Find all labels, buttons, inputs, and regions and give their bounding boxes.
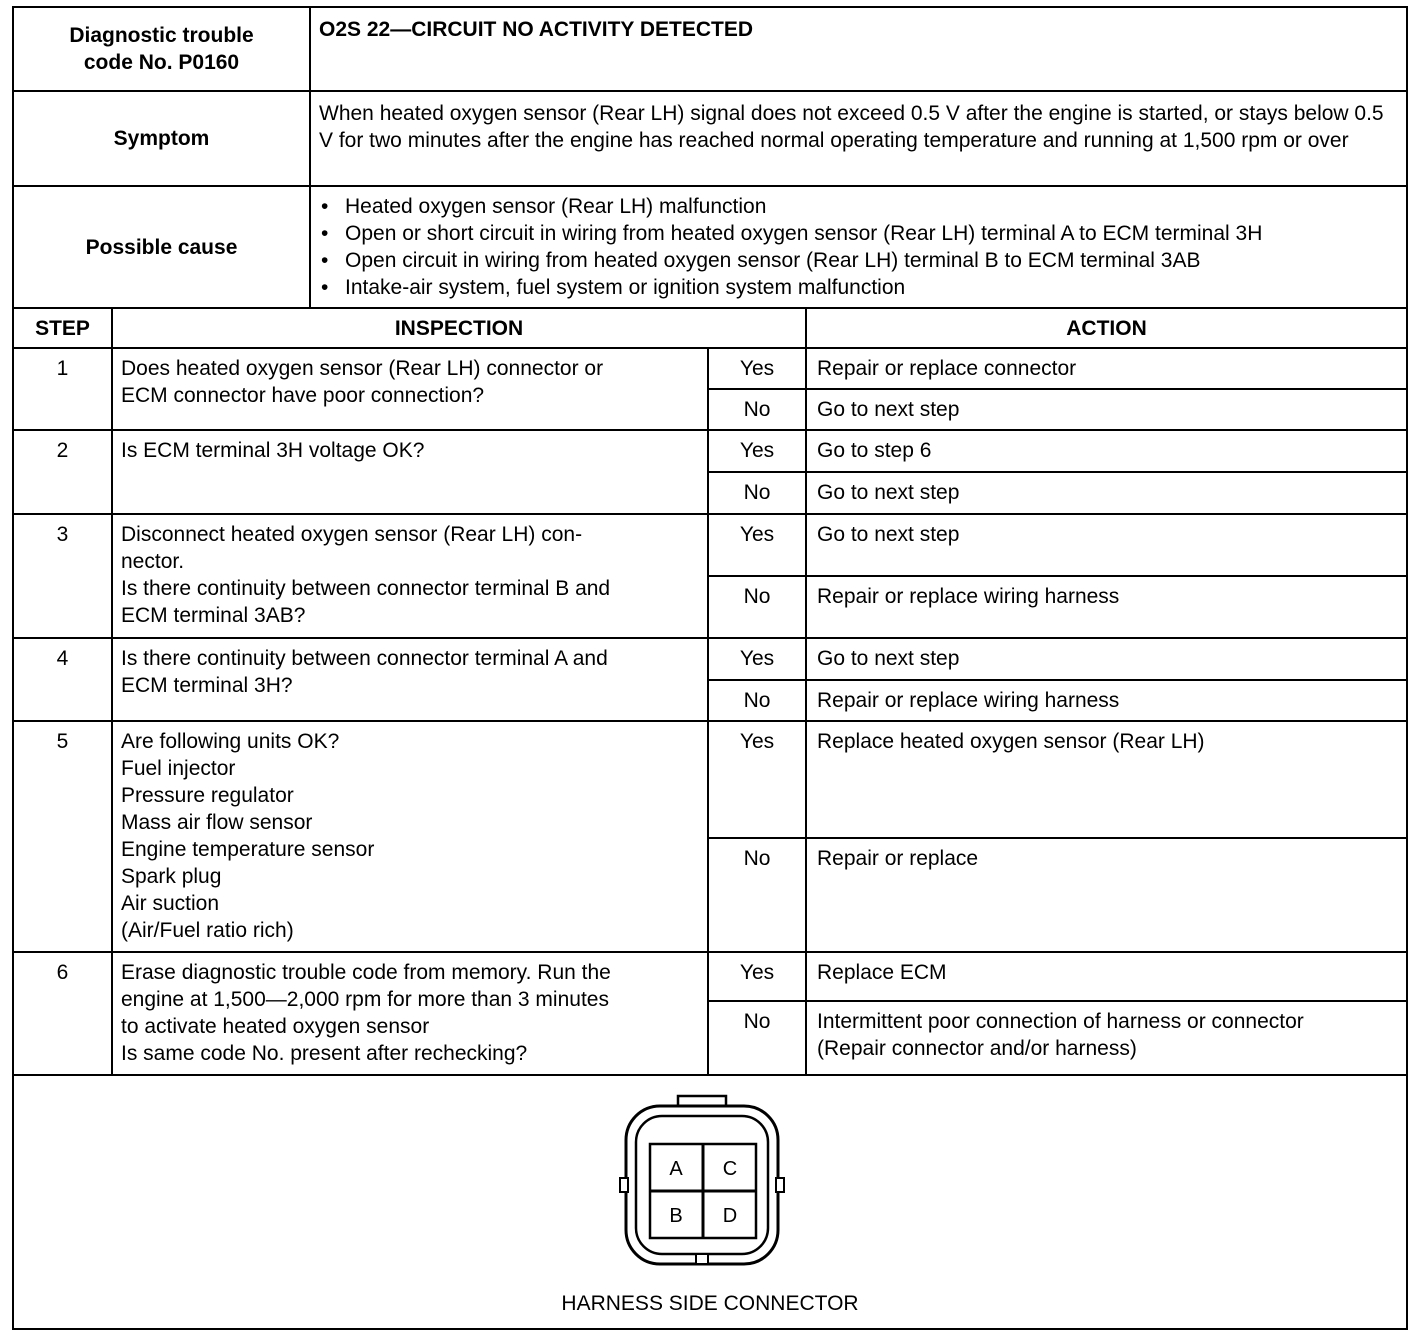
- pin-b-label: B: [669, 1205, 683, 1227]
- step-inspection: [112, 952, 708, 1075]
- inspection-line: Is there continuity between connector terminal A and: [121, 647, 608, 670]
- no-action: Go to next step: [806, 389, 1407, 430]
- inspection-line: (Air/Fuel ratio rich): [121, 919, 294, 942]
- step-inspection: [112, 638, 708, 721]
- no-action: Repair or replace wiring harness: [806, 680, 1407, 721]
- bullet-icon: •: [321, 222, 329, 245]
- pin-c-label: C: [722, 1158, 738, 1180]
- cause-list: [311, 187, 1406, 301]
- connector-diagram-cell: [13, 1075, 1407, 1329]
- no-action: [806, 1001, 1407, 1075]
- step-number: 5: [13, 721, 112, 952]
- cause-item: [319, 274, 1406, 301]
- no-label: No: [708, 389, 806, 430]
- step-number: 2: [13, 430, 112, 514]
- inspection-line: Are following units OK?: [121, 730, 340, 753]
- dtc-title: O2S 22—CIRCUIT NO ACTIVITY DETECTED: [310, 7, 1407, 91]
- cause-text: Open circuit in wiring from heated oxygen sensor (Rear LH) terminal B to ECM terminal 3AB: [345, 249, 1201, 272]
- yes-label: Yes: [708, 514, 806, 576]
- pin-d-label: D: [722, 1205, 738, 1227]
- step-number: 4: [13, 638, 112, 721]
- pin-a-label: A: [669, 1158, 683, 1180]
- yes-label: Yes: [708, 638, 806, 680]
- action-column-header: ACTION: [806, 308, 1407, 348]
- dtc-label-text: Diagnostic trouble code No. P0160: [69, 24, 254, 74]
- inspection-line: Fuel injector: [121, 757, 236, 780]
- harness-connector-diagram: [612, 1094, 792, 1274]
- inspection-line: Spark plug: [121, 865, 222, 888]
- step-number: 1: [13, 348, 112, 430]
- no-label: No: [708, 576, 806, 638]
- inspection-line: to activate heated oxygen sensor: [121, 1015, 430, 1038]
- cause-cell: [310, 186, 1407, 308]
- inspection-line: Is ECM terminal 3H voltage OK?: [121, 439, 425, 462]
- inspection-line: engine at 1,500—2,000 rpm for more than 3 minutes: [121, 988, 609, 1011]
- cause-text: Open or short circuit in wiring from heated oxygen sensor (Rear LH) terminal A to ECM terminal 3H: [345, 222, 1263, 245]
- inspection-line: ECM terminal 3H?: [121, 674, 293, 697]
- inspection-line: Erase diagnostic trouble code from memory. Run the: [121, 961, 611, 984]
- step-inspection: [112, 348, 708, 430]
- connector-key: [696, 1254, 708, 1264]
- yes-label: Yes: [708, 952, 806, 1001]
- yes-action: Go to step 6: [806, 430, 1407, 472]
- no-label: No: [708, 1001, 806, 1075]
- inspection-line: Is there continuity between connector terminal B and: [121, 577, 611, 600]
- step-number: 6: [13, 952, 112, 1075]
- yes-label: Yes: [708, 721, 806, 838]
- inspection-line: Disconnect heated oxygen sensor (Rear LH) con-: [121, 523, 583, 546]
- step-inspection: [112, 721, 708, 952]
- inspection-column-header: INSPECTION: [112, 308, 806, 348]
- yes-action: Go to next step: [806, 514, 1407, 576]
- inspection-line: Mass air flow sensor: [121, 811, 313, 834]
- action-line: (Repair connector and/or harness): [817, 1037, 1137, 1060]
- connector-side-tab: [776, 1178, 784, 1192]
- inspection-line: nector.: [121, 550, 185, 573]
- bullet-icon: •: [321, 249, 329, 272]
- no-label: No: [708, 472, 806, 514]
- connector-side-tab: [620, 1178, 628, 1192]
- cause-text: Heated oxygen sensor (Rear LH) malfunction: [345, 195, 767, 218]
- no-label: No: [708, 838, 806, 952]
- bullet-icon: •: [321, 195, 329, 218]
- action-line: Intermittent poor connection of harness or connector: [817, 1010, 1304, 1033]
- inspection-line: Does heated oxygen sensor (Rear LH) connector or: [121, 357, 604, 380]
- symptom-label: Symptom: [13, 91, 310, 186]
- yes-action: Repair or replace connector: [806, 348, 1407, 389]
- inspection-line: ECM terminal 3AB?: [121, 604, 306, 627]
- connector-caption: HARNESS SIDE CONNECTOR: [561, 1292, 859, 1315]
- step-inspection: [112, 430, 708, 514]
- no-action: Repair or replace wiring harness: [806, 576, 1407, 638]
- yes-action: Replace ECM: [806, 952, 1407, 1001]
- bullet-icon: •: [321, 276, 329, 299]
- inspection-line: Pressure regulator: [121, 784, 294, 807]
- no-action: Go to next step: [806, 472, 1407, 514]
- cause-text: Intake-air system, fuel system or ignition system malfunction: [345, 276, 906, 299]
- inspection-line: ECM connector have poor connection?: [121, 384, 485, 407]
- cause-item: [319, 193, 1406, 220]
- yes-label: Yes: [708, 430, 806, 472]
- cause-item: [319, 247, 1406, 274]
- inspection-line: Air suction: [121, 892, 220, 915]
- yes-label: Yes: [708, 348, 806, 389]
- cause-item: [319, 220, 1406, 247]
- diagnostic-table: [12, 6, 1408, 1330]
- no-action: Repair or replace: [806, 838, 1407, 952]
- step-number: 3: [13, 514, 112, 638]
- yes-action: Replace heated oxygen sensor (Rear LH): [806, 721, 1407, 838]
- step-column-header: STEP: [13, 308, 112, 348]
- dtc-label: [13, 7, 310, 91]
- inspection-line: Engine temperature sensor: [121, 838, 375, 861]
- yes-action: Go to next step: [806, 638, 1407, 680]
- inspection-line: Is same code No. present after rechecking?: [121, 1042, 528, 1065]
- diagnostic-sheet: [12, 6, 1406, 1332]
- symptom-text: When heated oxygen sensor (Rear LH) signal does not exceed 0.5 V after the engine is started, or stays below 0.5 V for two minutes after the engine has reached normal operating temperature and running at 1,500 rpm or over: [310, 91, 1407, 186]
- step-inspection: [112, 514, 708, 638]
- cause-label: Possible cause: [13, 186, 310, 308]
- no-label: No: [708, 680, 806, 721]
